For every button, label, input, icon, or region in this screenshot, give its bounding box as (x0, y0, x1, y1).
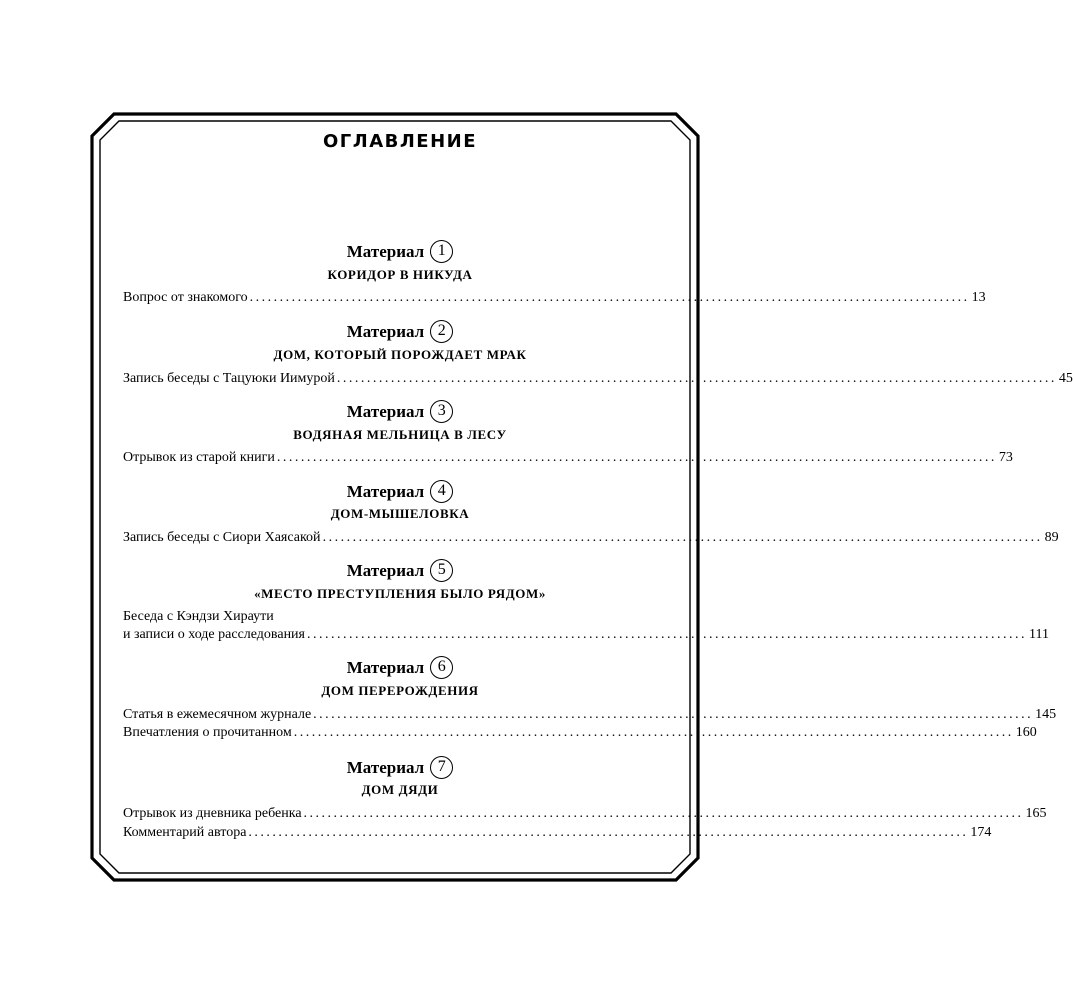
entry-page-number: 111 (1029, 627, 1049, 642)
section-heading (0, 240, 800, 264)
entry-label: и записи о ходе расследования (123, 627, 305, 642)
dot-leader: ........................................................................................................................ (248, 825, 969, 840)
entry-label: Отрывок из дневника ребенка (123, 806, 302, 821)
toc-entry[interactable] (123, 369, 1073, 389)
entry-label: Впечатления о прочитанном (123, 725, 292, 740)
section-heading (0, 480, 800, 504)
section-number-circle: 6 (430, 656, 453, 679)
section-number-circle: 3 (430, 400, 453, 423)
dot-leader: ........................................................................................................................ (336, 371, 1057, 386)
entry-label: Запись беседы с Сиори Хаясакой (123, 530, 321, 545)
section-heading (0, 756, 800, 780)
toc-entry[interactable] (123, 705, 1057, 725)
section-number-circle: 4 (430, 480, 453, 503)
section-label: Материал (346, 322, 425, 341)
entry-page-number: 145 (1035, 707, 1057, 722)
section-title: «МЕСТО ПРЕСТУПЛЕНИЯ БЫЛО РЯДОМ» (254, 586, 546, 601)
entry-page-number: 160 (1015, 725, 1037, 740)
toc-entry[interactable] (123, 528, 1059, 548)
section-number-circle: 5 (430, 559, 453, 582)
section-label: Материал (346, 561, 425, 580)
toc-entry[interactable] (123, 723, 1037, 743)
entry-label-line: Беседа с Кэндзи Хираути (123, 609, 274, 624)
section-heading (0, 656, 800, 680)
section-number-circle: 1 (430, 240, 453, 263)
section-title: ДОМ-МЫШЕЛОВКА (330, 506, 470, 521)
entry-page-number: 45 (1058, 371, 1073, 386)
dot-leader: ........................................................................................................................ (322, 530, 1043, 545)
section-label: Материал (346, 242, 425, 261)
section-title: ДОМ, КОТОРЫЙ ПОРОЖДАЕТ МРАК (273, 347, 527, 362)
section-heading (0, 400, 800, 424)
entry-page-number: 13 (971, 290, 986, 305)
entry-page-number: 73 (998, 450, 1013, 465)
toc-entry[interactable] (123, 448, 1013, 468)
section-title: ВОДЯНАЯ МЕЛЬНИЦА В ЛЕСУ (293, 427, 507, 442)
dot-leader: ........................................................................................................................ (276, 450, 997, 465)
entry-label: Вопрос от знакомого (123, 290, 248, 305)
section-label: Материал (346, 402, 425, 421)
dot-leader: ........................................................................................................................ (313, 707, 1034, 722)
entry-page-number: 89 (1044, 530, 1059, 545)
dot-leader: ........................................................................................................................ (293, 725, 1014, 740)
toc-title: ОГЛАВЛЕНИЕ (322, 131, 478, 152)
toc-entry[interactable] (123, 625, 1049, 645)
section-number-circle: 7 (430, 756, 453, 779)
section-label: Материал (346, 482, 425, 501)
entry-page-number: 174 (970, 825, 992, 840)
section-title: КОРИДОР В НИКУДА (327, 267, 473, 282)
entry-label: Комментарий автора (123, 825, 247, 840)
section-title: ДОМ ПЕРЕРОЖДЕНИЯ (321, 683, 479, 698)
section-heading (0, 559, 800, 583)
toc-entry[interactable] (123, 804, 1047, 824)
toc-entry[interactable] (123, 288, 986, 308)
dot-leader: ........................................................................................................................ (303, 806, 1024, 821)
toc-entry[interactable] (123, 823, 992, 843)
section-label: Материал (346, 658, 425, 677)
entry-label: Запись беседы с Тацуюки Иимурой (123, 371, 335, 386)
section-title: ДОМ ДЯДИ (361, 782, 439, 797)
section-number-circle: 2 (430, 320, 453, 343)
dot-leader: ........................................................................................................................ (307, 627, 1027, 642)
dot-leader: ........................................................................................................................ (249, 290, 970, 305)
section-heading (0, 320, 800, 344)
entry-label: Отрывок из старой книги (123, 450, 275, 465)
entry-label: Статья в ежемесячном журнале (123, 707, 312, 722)
entry-page-number: 165 (1025, 806, 1047, 821)
section-label: Материал (346, 758, 425, 777)
